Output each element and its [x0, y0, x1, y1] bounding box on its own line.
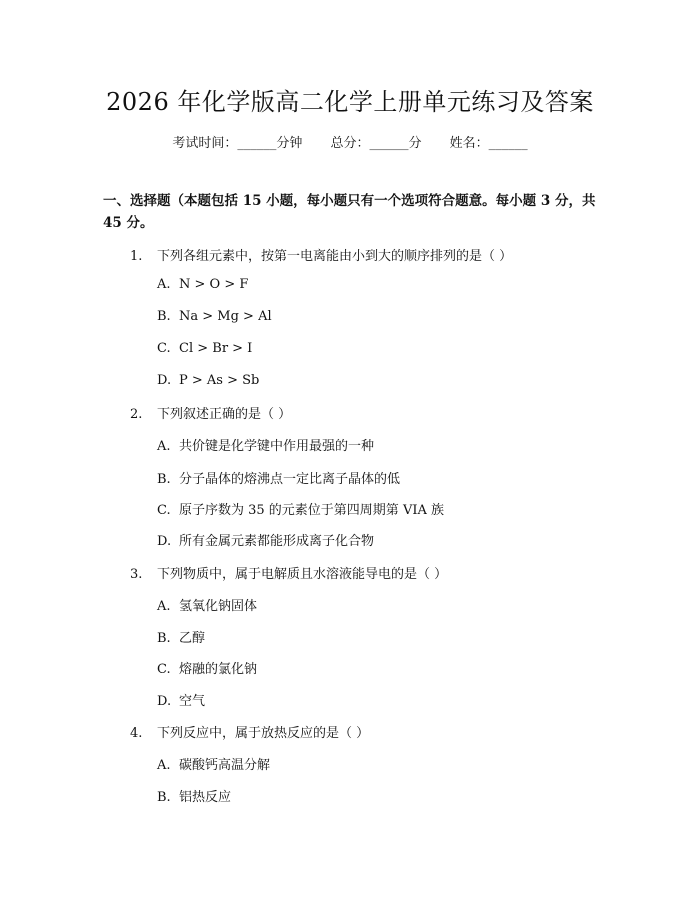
- option-text: 熔融的氯化钠: [179, 662, 258, 677]
- question-stem: 下列物质中，属于电解质且水溶液能导电的是（ ）: [157, 567, 448, 582]
- option-text: Na > Mg > Al: [179, 309, 272, 324]
- section-heading: 一、选择题（本题包括 15 小题，每小题只有一个选项符合题意。每小题 3 分，共 45 分。: [103, 193, 596, 231]
- option-letter: B.: [157, 472, 171, 487]
- option-text: 乙醇: [179, 631, 206, 646]
- page-title: 2026 年化学版高二化学上册单元练习及答案: [106, 88, 594, 116]
- total-score-field: 总分：______分: [330, 136, 422, 151]
- option-letter: D.: [157, 373, 172, 388]
- question-number: 2.: [130, 407, 143, 422]
- option-text: 铝热反应: [179, 790, 232, 805]
- option-text: P > As > Sb: [179, 373, 260, 388]
- question-number: 1.: [130, 249, 143, 264]
- option-2a: [157, 435, 374, 454]
- option-text: 分子晶体的熔沸点一定比离子晶体的低: [179, 472, 401, 487]
- question-4: [130, 722, 369, 741]
- option-2c: [157, 499, 444, 518]
- option-letter: A.: [157, 277, 171, 292]
- option-letter: A.: [157, 439, 171, 454]
- option-1c: [157, 341, 252, 356]
- option-letter: C.: [157, 341, 171, 356]
- option-letter: C.: [157, 662, 171, 677]
- option-letter: D.: [157, 694, 172, 709]
- option-letter: D.: [157, 534, 172, 549]
- question-stem: 下列反应中，属于放热反应的是（ ）: [157, 726, 370, 741]
- question-3: [130, 563, 447, 582]
- option-text: 所有金属元素都能形成离子化合物: [179, 534, 375, 549]
- option-letter: B.: [157, 790, 171, 805]
- option-text: Cl > Br > I: [179, 341, 253, 356]
- option-4b: [157, 786, 231, 805]
- option-letter: C.: [157, 503, 171, 518]
- option-2d: [157, 530, 374, 549]
- option-text: 氢氧化钠固体: [179, 599, 258, 614]
- question-2: [130, 403, 291, 422]
- exam-time-field: 考试时间：______分钟: [172, 136, 303, 151]
- option-text: 空气: [179, 694, 206, 709]
- student-name-field: 姓名：______: [449, 136, 528, 151]
- option-1d: [157, 373, 259, 388]
- question-stem: 下列各组元素中，按第一电离能由小到大的顺序排列的是（ ）: [157, 249, 513, 264]
- option-text: N > O > F: [179, 277, 249, 292]
- option-1b: [157, 309, 272, 324]
- option-3b: [157, 627, 205, 646]
- exam-info-line: [0, 132, 700, 151]
- question-number: 3.: [130, 567, 143, 582]
- option-text: 共价键是化学键中作用最强的一种: [179, 439, 375, 454]
- option-letter: A.: [157, 599, 171, 614]
- option-4a: [157, 754, 270, 773]
- question-1: [130, 245, 512, 264]
- option-1a: [157, 277, 248, 292]
- option-3c: [157, 658, 257, 677]
- option-letter: A.: [157, 758, 171, 773]
- question-number: 4.: [130, 726, 143, 741]
- option-text: 原子序数为 35 的元素位于第四周期第 VIA 族: [179, 503, 444, 518]
- option-letter: B.: [157, 631, 171, 646]
- question-stem: 下列叙述正确的是（ ）: [157, 407, 292, 422]
- option-3d: [157, 690, 205, 709]
- option-3a: [157, 595, 257, 614]
- option-text: 碳酸钙高温分解: [179, 758, 271, 773]
- option-2b: [157, 468, 400, 487]
- option-letter: B.: [157, 309, 171, 324]
